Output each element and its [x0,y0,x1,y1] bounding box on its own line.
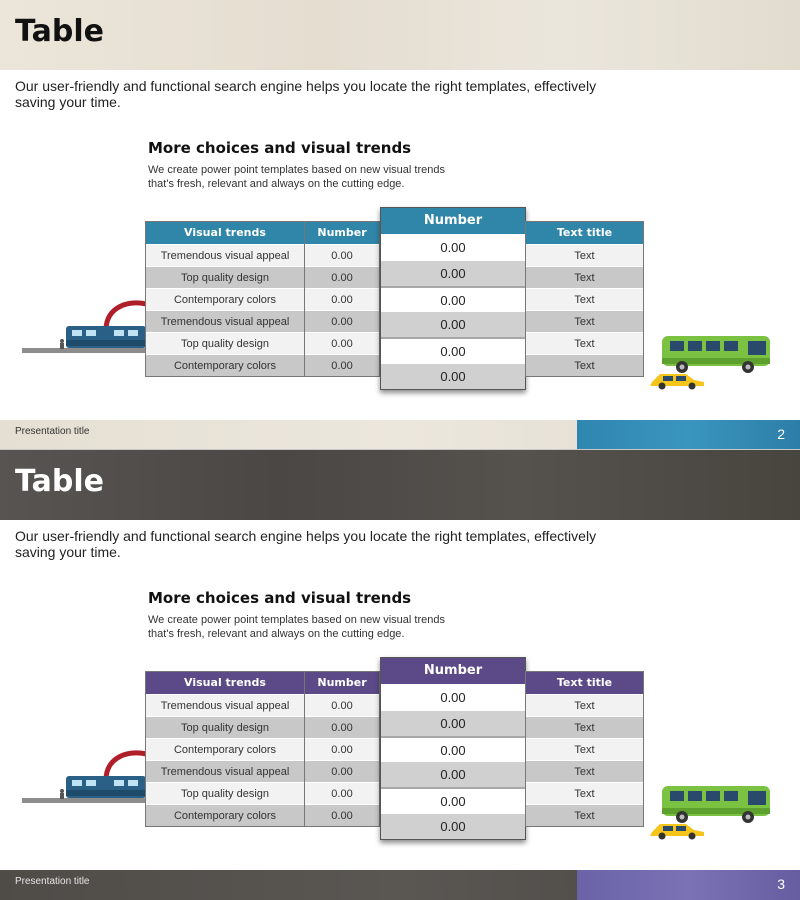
column-header: Visual trends [146,672,304,694]
column-header: Number [305,222,379,244]
text-cell: Text [526,782,643,804]
highlighted-number-cell: 0.00 [381,286,525,312]
page-number: 2 [777,426,785,442]
train-station-icon [22,296,146,358]
number-cell: 0.00 [305,288,379,310]
column-header: Text title [526,222,643,244]
footer-presentation-title: Presentation title [15,426,90,437]
visual-trend-cell: Top quality design [146,266,304,288]
column-header: Number [305,672,379,694]
visual-trend-cell: Tremendous visual appeal [146,760,304,782]
visual-trend-cell: Contemporary colors [146,288,304,310]
text-cell: Text [526,716,643,738]
number-cell: 0.00 [305,244,379,266]
taxi-icon [648,370,706,390]
number-column [304,671,380,827]
visual-trend-cell: Top quality design [146,332,304,354]
slide-3 [0,450,800,900]
number-cell: 0.00 [305,266,379,288]
highlighted-number-cell: 0.00 [381,234,525,260]
section-description: We create power point templates based on new visual trends that's fresh, relevant and always on the cutting edge. [148,614,445,640]
text-cell: Text [526,354,643,376]
highlighted-number-cell: 0.00 [381,311,525,337]
highlighted-number-cell: 0.00 [381,761,525,787]
highlighted-number-cell: 0.00 [381,684,525,710]
text-cell: Text [526,310,643,332]
taxi-icon [648,820,706,840]
visual-trend-cell: Tremendous visual appeal [146,694,304,716]
footer-accent-panel [577,870,800,900]
text-title-column [525,221,644,377]
highlighted-number-cell: 0.00 [381,337,525,363]
text-cell: Text [526,694,643,716]
visual-trend-cell: Tremendous visual appeal [146,310,304,332]
text-title-column [525,671,644,827]
visual-trend-cell: Top quality design [146,782,304,804]
visual-trend-cell: Contemporary colors [146,738,304,760]
highlighted-number-cell: 0.00 [381,710,525,736]
intro-text: Our user-friendly and functional search engine helps you locate the right templates, effectively saving your time. [15,78,597,110]
text-cell: Text [526,760,643,782]
highlighted-number-column [380,657,526,840]
visual-trend-cell: Contemporary colors [146,804,304,826]
number-cell: 0.00 [305,354,379,376]
number-cell: 0.00 [305,760,379,782]
visual-trends-column [145,671,305,827]
section-subtitle: More choices and visual trends [148,139,412,157]
footer-presentation-title: Presentation title [15,876,90,887]
number-cell: 0.00 [305,332,379,354]
number-cell: 0.00 [305,804,379,826]
number-cell: 0.00 [305,310,379,332]
highlighted-number-cell: 0.00 [381,260,525,286]
number-cell: 0.00 [305,694,379,716]
visual-trend-cell: Top quality design [146,716,304,738]
column-header: Text title [526,672,643,694]
visual-trend-cell: Tremendous visual appeal [146,244,304,266]
column-header: Number [381,658,525,684]
page-number: 3 [777,876,785,892]
column-header: Number [381,208,525,234]
slide-footer [0,870,800,900]
column-header: Visual trends [146,222,304,244]
highlighted-number-column [380,207,526,390]
text-cell: Text [526,332,643,354]
section-description: We create power point templates based on new visual trends that's fresh, relevant and always on the cutting edge. [148,164,445,190]
slide-footer [0,420,800,450]
highlighted-number-cell: 0.00 [381,813,525,839]
slide-title: Table [15,14,104,49]
footer-accent-panel [577,420,800,450]
title-banner [0,450,800,520]
visual-trend-cell: Contemporary colors [146,354,304,376]
text-cell: Text [526,266,643,288]
text-cell: Text [526,804,643,826]
section-subtitle: More choices and visual trends [148,589,412,607]
highlighted-number-cell: 0.00 [381,787,525,813]
slide-title: Table [15,464,104,499]
train-station-icon [22,746,146,808]
intro-text: Our user-friendly and functional search engine helps you locate the right templates, effectively saving your time. [15,528,597,560]
number-cell: 0.00 [305,738,379,760]
number-cell: 0.00 [305,716,379,738]
text-cell: Text [526,738,643,760]
highlighted-number-cell: 0.00 [381,736,525,762]
highlighted-number-cell: 0.00 [381,363,525,389]
number-cell: 0.00 [305,782,379,804]
title-banner [0,0,800,70]
number-column [304,221,380,377]
bus-icon [660,334,772,374]
text-cell: Text [526,244,643,266]
text-cell: Text [526,288,643,310]
visual-trends-column [145,221,305,377]
bus-icon [660,784,772,824]
